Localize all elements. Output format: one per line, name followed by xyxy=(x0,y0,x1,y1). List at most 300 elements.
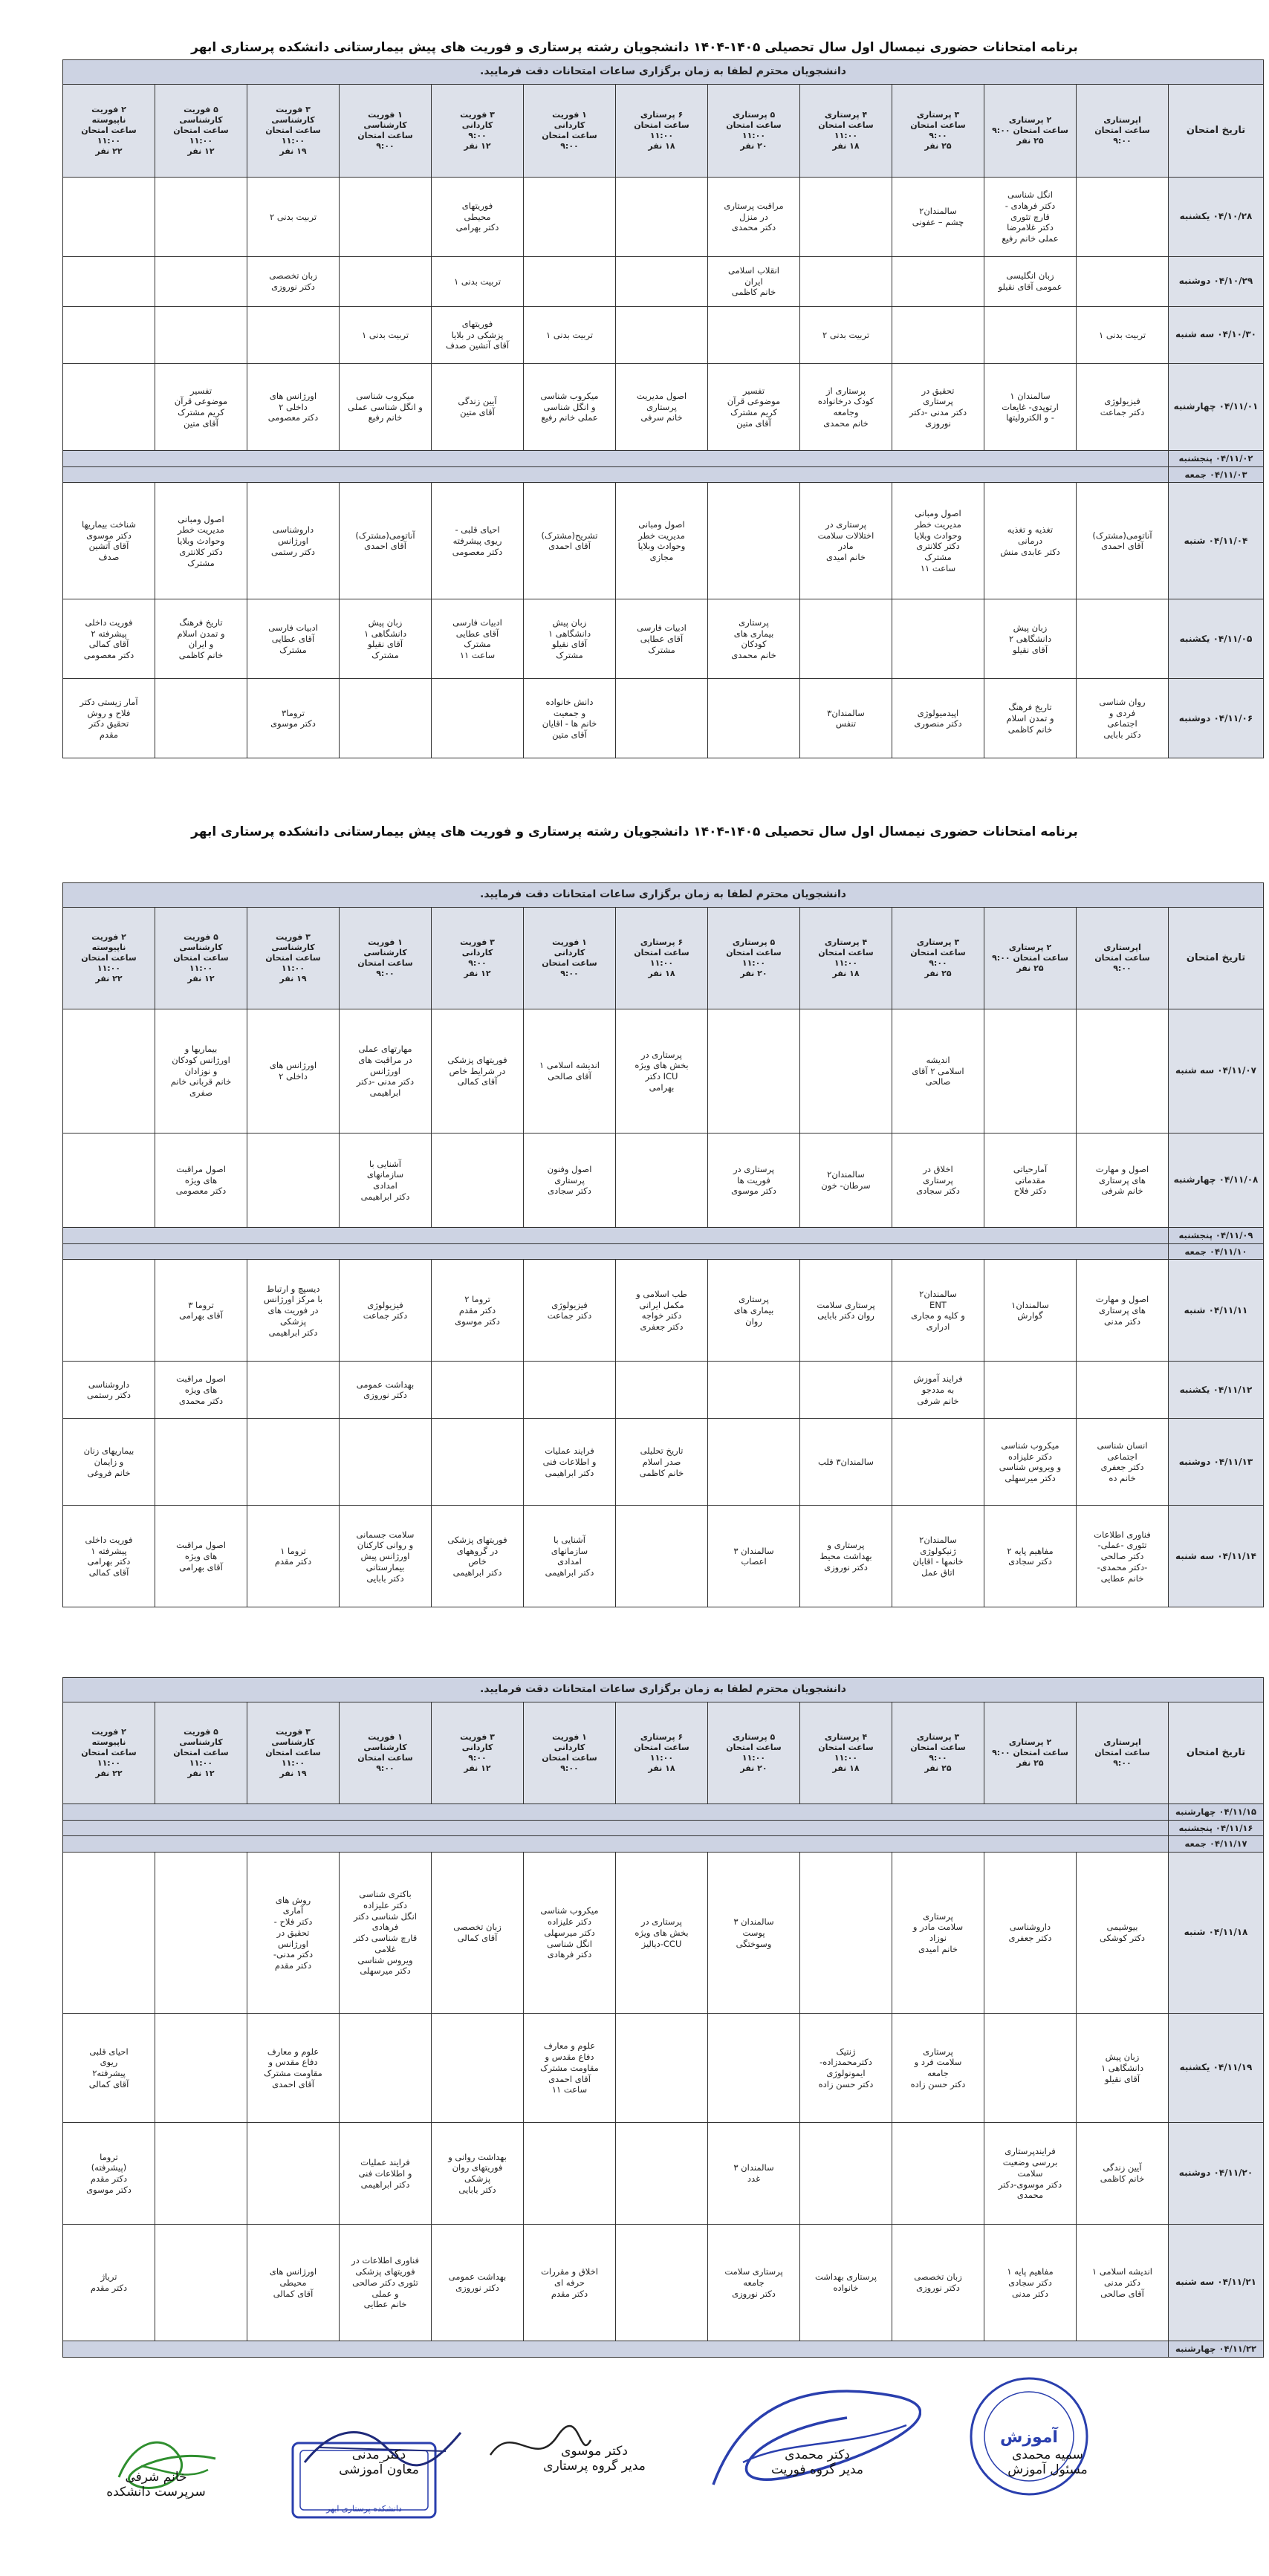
exam-cell xyxy=(984,1362,1077,1419)
cohort-header-line: کارشناسی xyxy=(271,942,315,952)
exam-cell xyxy=(340,257,432,307)
exam-cell: تفسیر موضوعی قرآن کریم مشترک آقای متین xyxy=(708,364,800,451)
cohort-header-line: ساعت امتحان xyxy=(81,952,137,963)
exam-cell: پرستاری در اختلالات سلامت مادر خانم امیدی xyxy=(800,483,892,599)
exam-cell: دانش خانواده و جمعیت خانم ها - اقایان آقای متین xyxy=(524,679,616,758)
cohort-header-line: ۵ فوریت xyxy=(184,104,218,114)
cohort-header-line: ساعت امتحان xyxy=(357,958,413,968)
cohort-header-line: ۱۲ نفر xyxy=(187,1769,215,1779)
exam-cell: میکروب شناسی دکتر علیزاده و ویروس شناسی دکتر میرسهلی xyxy=(984,1419,1077,1506)
exam-cell: بهداشت عمومی دکتر نوروزی xyxy=(432,2225,524,2341)
exam-cell xyxy=(1077,1009,1169,1133)
cohort-column-header xyxy=(155,1702,247,1804)
exam-cell xyxy=(432,679,524,758)
cohort-header-line: ۱۱:۰۰ xyxy=(741,131,766,140)
cohort-header-line: ۹:۰۰ xyxy=(560,1763,579,1774)
cohort-header-line: ۱۱:۰۰ xyxy=(189,136,213,146)
cohort-header-line: ۱۸ نفر xyxy=(832,1763,860,1774)
cohort-header-line: ۴ پرستاری xyxy=(824,937,868,947)
exam-cell: آشنایی با سازمانهای امدادی دکتر ابراهیمی xyxy=(340,1133,432,1228)
exam-cell: آیین زندگی آقای متین xyxy=(432,364,524,451)
exam-cell xyxy=(524,257,616,307)
cohort-header-line: ۲۰ نفر xyxy=(740,141,767,152)
exam-cell xyxy=(63,364,155,451)
exam-cell xyxy=(247,1133,340,1228)
exam-cell: میکروب شناسی و انگل شناسی عملی خانم رفیع xyxy=(340,364,432,451)
cohort-header-line: کاردانی xyxy=(461,947,493,957)
exam-cell xyxy=(432,1362,524,1419)
exam-cell xyxy=(800,1853,892,2014)
exam-cell: سالمندان ۳ غدد xyxy=(708,2123,800,2225)
cohort-column-header xyxy=(340,85,432,178)
cohort-header-line: ۱۱:۰۰ xyxy=(97,963,121,974)
cohort-header-line: ساعت امتحان xyxy=(1094,125,1150,135)
schedule-row xyxy=(63,1228,1264,1244)
cohort-column-header xyxy=(247,908,340,1009)
signature-dean: خانم شرفی سرپرست دانشکده xyxy=(106,2470,206,2499)
page-title-2: برنامه امتحانات حضوری نیمسال اول سال تحصیلی ۱۴۰۵-۱۴۰۴ دانشجویان رشته پرستاری و فوریت های پیش بیمارستانی دانشکده پرستاری ابهر xyxy=(191,824,1078,839)
cohort-column-header xyxy=(800,1702,892,1804)
cohort-header-line: ۴ پرستاری xyxy=(824,109,868,120)
exam-cell: پرستاری سلامت جامعه دکتر نوروزی xyxy=(708,2225,800,2341)
exam-cell xyxy=(708,2014,800,2123)
cohort-header-line: ۱ فوریت xyxy=(368,1731,403,1742)
exam-cell: پرستاری سلامت مادر و نوزاد خانم امیدی xyxy=(892,1853,984,2014)
schedule-row xyxy=(63,2123,1264,2225)
cohort-header-line: ۵ پرستاری xyxy=(732,937,776,947)
exam-cell: زبان پیش دانشگاهی ۱ آقای نقیلو xyxy=(1077,2014,1169,2123)
exam-cell: فرایند آموزش به مددجو خانم شرفی xyxy=(892,1362,984,1419)
exam-cell: اورژانس های داخلی ۲ دکتر معصومی xyxy=(247,364,340,451)
exam-cell: سالمندان۱ گوارش xyxy=(984,1260,1077,1362)
exam-cell: فیزیولوژی دکتر جماعت xyxy=(1077,364,1169,451)
cohort-header-line: ساعت امتحان ۹:۰۰ xyxy=(992,125,1068,135)
exam-cell: پرستاری از کودک درخانواده وجامعه خانم محمدی xyxy=(800,364,892,451)
holiday-row-fill xyxy=(63,1804,1169,1821)
cohort-header-line: ۹:۰۰ xyxy=(1113,136,1132,146)
cohort-header-line: کارشناسی xyxy=(363,947,407,957)
schedule-row xyxy=(63,1853,1264,2014)
cohort-header-line: ساعت امتحان xyxy=(173,125,229,135)
cohort-header-line: ۱۸ نفر xyxy=(648,969,675,979)
exam-cell: سالمندان۲ سرطان- خون xyxy=(800,1133,892,1228)
schedule-row xyxy=(63,1362,1264,1419)
exam-cell: تروما ۳ آقای بهرامی xyxy=(155,1260,247,1362)
cohort-header-line: ۲۵ نفر xyxy=(924,141,952,152)
exam-cell xyxy=(340,679,432,758)
exam-cell xyxy=(616,1362,708,1419)
cohort-header-line: ۲۵ نفر xyxy=(1016,136,1044,146)
exam-date: ۰۴/۱۱/۰۱ چهارشنبه xyxy=(1169,364,1264,451)
schedule-row xyxy=(63,466,1264,483)
exam-cell xyxy=(247,1362,340,1419)
exam-cell: پرستاری در فوریت ها دکتر موسوی xyxy=(708,1133,800,1228)
exam-cell: آناتومی(مشترک) آقای احمدی xyxy=(340,483,432,599)
cohort-header-line: کاردانی xyxy=(461,120,493,130)
cohort-column-header xyxy=(1077,908,1169,1009)
cohort-header-line: ساعت امتحان xyxy=(634,120,689,130)
exam-cell: اندیشه اسلامی ۲ آقای صالحی xyxy=(892,1009,984,1133)
exam-cell: فرایند عملیات و اطلاعات فنی دکتر ابراهیمی xyxy=(340,2123,432,2225)
cohort-header-line: ۵ پرستاری xyxy=(732,1731,776,1742)
schedule-row xyxy=(63,364,1264,451)
cohort-column-header xyxy=(708,908,800,1009)
cohort-header-line: ۱۲ نفر xyxy=(187,974,215,984)
cohort-header-line: ۹:۰۰ xyxy=(929,958,947,968)
exam-cell: سالمندان۲ ژنیکولوژی خانمها - اقایان اتاق عمل xyxy=(892,1506,984,1607)
exam-cell: انقلاب اسلامی ایران خانم کاظمی xyxy=(708,257,800,307)
exam-date: ۰۴/۱۱/۱۳ دوشنبه xyxy=(1169,1419,1264,1506)
cohort-column-header xyxy=(892,908,984,1009)
cohort-header-line: کارشناسی xyxy=(179,1737,223,1747)
exam-cell xyxy=(63,1853,155,2014)
cohort-header-line: ۵ فوریت xyxy=(184,1726,218,1737)
cohort-header-line: ۳ پرستاری xyxy=(916,1731,960,1742)
exam-cell: زبان پیش دانشگاهی ۱ آقای نقیلو مشترک xyxy=(340,599,432,679)
exam-cell: فناوری اطلاعات تئوری -عملی- دکتر صالحی -دکتر محمدی- خانم عطایی xyxy=(1077,1506,1169,1607)
cohort-header-line: ساعت امتحان xyxy=(1094,952,1150,963)
exam-cell xyxy=(155,2123,247,2225)
cohort-header-line: ۲۰ نفر xyxy=(740,1763,767,1774)
exam-cell: تاریخ تحلیلی صدر اسلام خانم کاظمی xyxy=(616,1419,708,1506)
exam-cell: مفاهیم پایه ۲ دکتر سجادی xyxy=(984,1506,1077,1607)
exam-cell xyxy=(800,1009,892,1133)
exam-cell: انسان شناسی اجتماعی دکتر جعفری خانم ده xyxy=(1077,1419,1169,1506)
exam-cell xyxy=(800,599,892,679)
exam-cell: تربیت بدنی ۱ xyxy=(1077,307,1169,364)
cohort-header-line: ۲۵ نفر xyxy=(1016,1758,1044,1769)
exam-cell: سالمندان ۱ ارتوپدی- غایعات - و الکترولیتها xyxy=(984,364,1077,451)
cohort-column-header xyxy=(63,908,155,1009)
exam-cell xyxy=(708,483,800,599)
cohort-column-header xyxy=(616,1702,708,1804)
exam-cell: اصول ومبانی مدیریت خطر وحوادث وبلایا دکتر کلانتری مشترک ساعت ۱۱ xyxy=(892,483,984,599)
exam-cell: سالمندان۲ ENT و کلیه و مجاری ادراری xyxy=(892,1260,984,1362)
cohort-header-line: کاردانی xyxy=(554,947,585,957)
cohort-header-line: ۴ پرستاری xyxy=(824,1731,868,1742)
exam-cell xyxy=(524,178,616,257)
cohort-column-header xyxy=(432,908,524,1009)
exam-cell: اصول مراقبت های ویژه آقای بهرامی xyxy=(155,1506,247,1607)
signature-scribble-emergency xyxy=(698,2373,921,2499)
exam-cell: پرستاری سلامت روان دکتر بابایی xyxy=(800,1260,892,1362)
cohort-column-header xyxy=(155,85,247,178)
exam-cell: بهداشت عمومی دکتر نوروزی xyxy=(340,1362,432,1419)
exam-cell: فرایندپرستاری بررسی وضعیت سلامت دکتر موسوی-دکتر محمدی xyxy=(984,2123,1077,2225)
cohort-header-line: ۹:۰۰ xyxy=(1113,963,1132,974)
schedule-row xyxy=(63,307,1264,364)
exam-cell xyxy=(155,178,247,257)
cohort-header-line: کارشناسی xyxy=(179,942,223,952)
cohort-header-line: ناپیوسته xyxy=(91,114,126,125)
exam-date: ۰۴/۱۱/۱۸ شنبه xyxy=(1169,1853,1264,2014)
exam-cell xyxy=(892,257,984,307)
cohort-header-line: ناپیوسته xyxy=(91,1737,126,1747)
exam-cell: بیوشیمی دکتر کوشکی xyxy=(1077,1853,1169,2014)
cohort-header-line: ۱۱:۰۰ xyxy=(649,131,674,140)
cohort-column-header xyxy=(1077,85,1169,178)
exam-cell: تریاژ دکتر مقدم xyxy=(63,2225,155,2341)
exam-cell: سالمندان ۳ پوست وسوختگی xyxy=(708,1853,800,2014)
stamp-text: دانشکده پرستاری ابهر xyxy=(326,2504,402,2514)
exam-cell: زبان انگلیسی عمومی آقای نقیلو xyxy=(984,257,1077,307)
exam-cell: فوریتهای پزشکی در شرایط خاص آقای کمالی xyxy=(432,1009,524,1133)
exam-cell xyxy=(340,178,432,257)
schedule-row xyxy=(63,178,1264,257)
cohort-header-line: ۱۱:۰۰ xyxy=(649,1753,674,1763)
exam-cell: علوم و معارف دفاع مقدس و مقاومت مشترک آقای احمدی ساعت ۱۱ xyxy=(524,2014,616,2123)
exam-cell xyxy=(155,307,247,364)
exam-cell: اندیشه اسلامی ۱ آقای صالحی xyxy=(524,1009,616,1133)
cohort-header-line: ۱۹ نفر xyxy=(279,974,307,984)
schedule-row xyxy=(63,1506,1264,1607)
exam-cell: زبان تخصصی آقای کمالی xyxy=(432,1853,524,2014)
exam-cell xyxy=(63,307,155,364)
exam-cell: مراقبت پرستاری در منزل دکتر محمدی xyxy=(708,178,800,257)
exam-date: ۰۴/۱۱/۰۵ یکشنبه xyxy=(1169,599,1264,679)
cohort-header-line: ۱ فوریت xyxy=(552,109,587,120)
exam-date: ۰۴/۱۰/۲۸ یکشنبه xyxy=(1169,178,1264,257)
exam-cell: بهداشت روانی و فوریتهای روان پزشکی دکتر بابایی xyxy=(432,2123,524,2225)
schedule-table-1 xyxy=(62,59,1264,758)
cohort-header-line: ۹:۰۰ xyxy=(929,1753,947,1763)
exam-cell xyxy=(800,257,892,307)
cohort-header-line: ۱۱:۰۰ xyxy=(281,136,305,146)
schedule-banner: دانشجویان محترم لطفا به زمان برگزاری ساعات امتحانات دقت فرمایید. xyxy=(63,1678,1264,1702)
cohort-column-header xyxy=(432,1702,524,1804)
schedule-row xyxy=(63,2225,1264,2341)
exam-cell xyxy=(800,2123,892,2225)
exam-cell: تفسیر موضوعی قرآن کریم مشترک آقای متین xyxy=(155,364,247,451)
cohort-header-line: ۱۱:۰۰ xyxy=(834,131,858,140)
exam-cell: احیای قلبی - ریوی پیشرفته دکتر معصومی xyxy=(432,483,524,599)
cohort-header-line: ۱۲ نفر xyxy=(464,969,491,979)
cohort-column-header xyxy=(708,1702,800,1804)
holiday-row-fill xyxy=(63,466,1169,483)
cohort-header-line: ۹:۰۰ xyxy=(560,969,579,979)
schedule-table-2 xyxy=(62,882,1264,1607)
exam-date: ۰۴/۱۱/۱۲ یکشنبه xyxy=(1169,1362,1264,1419)
date-column-header: تاریخ امتحان xyxy=(1169,85,1264,178)
cohort-header-line: ساعت امتحان ۹:۰۰ xyxy=(992,1747,1068,1757)
holiday-row-fill xyxy=(63,451,1169,467)
exam-cell: تروما۳ دکتر موسوی xyxy=(247,679,340,758)
cohort-header-line: کارشناسی xyxy=(271,114,315,125)
cohort-header-line: ۳ پرستاری xyxy=(916,937,960,947)
cohort-column-header xyxy=(155,908,247,1009)
cohort-header-line: ۲۵ نفر xyxy=(924,1763,952,1774)
exam-cell: میکروب شناسی و انگل شناسی عملی خانم رفیع xyxy=(524,364,616,451)
exam-cell: فناوری اطلاعات در فوریتهای پزشکی تئوری دکتر صالحی و عملی خانم عطایی xyxy=(340,2225,432,2341)
cohort-column-header xyxy=(63,85,155,178)
exam-cell: مفاهیم پایه ۱ دکتر سجادی دکتر مدنی xyxy=(984,2225,1077,2341)
cohort-header-line: ۱۱:۰۰ xyxy=(97,136,121,146)
cohort-header-line: ۱۱:۰۰ xyxy=(281,963,305,974)
exam-cell: روان شناسی فردی و اجتماعی دکتر بابایی xyxy=(1077,679,1169,758)
exam-cell xyxy=(1077,178,1169,257)
schedule-table-3 xyxy=(62,1677,1264,2358)
exam-cell xyxy=(892,2123,984,2225)
schedule-banner: دانشجویان محترم لطفا به زمان برگزاری ساعات امتحانات دقت فرمایید. xyxy=(63,883,1264,908)
exam-date: ۰۴/۱۱/۰۸ چهارشنبه xyxy=(1169,1133,1264,1228)
cohort-header-line: ۲ فوریت xyxy=(91,931,126,942)
exam-cell xyxy=(340,1419,432,1506)
exam-cell xyxy=(524,2123,616,2225)
cohort-header-line: ۲۵ نفر xyxy=(1016,963,1044,974)
exam-cell xyxy=(63,178,155,257)
exam-cell xyxy=(63,257,155,307)
exam-cell xyxy=(984,1009,1077,1133)
exam-cell: تربیت بدنی ۱ xyxy=(432,257,524,307)
exam-cell: انگل شناسی دکتر فرهادی - قارچ تئوری دکتر غلامرضا عملی خانم رفیع xyxy=(984,178,1077,257)
cohort-header-line: ۲ فوریت xyxy=(91,1726,126,1737)
cohort-header-line: ناپیوسته xyxy=(91,942,126,952)
exam-cell xyxy=(708,1009,800,1133)
cohort-column-header xyxy=(616,908,708,1009)
exam-date: ۰۴/۱۰/۳۰ سه شنبه xyxy=(1169,307,1264,364)
cohort-header-line: ۱۱:۰۰ xyxy=(649,958,674,968)
exam-cell: آناتومی(مشترک) آقای احمدی xyxy=(1077,483,1169,599)
exam-cell: زبان پیش دانشگاهی ۱ آقای نقیلو مشترک xyxy=(524,599,616,679)
cohort-header-line: ۳ فوریت xyxy=(276,104,311,114)
cohort-header-line: ۱۸ نفر xyxy=(648,141,675,152)
exam-cell: تاریخ فرهنگ و تمدن اسلام خانم کاظمی xyxy=(984,679,1077,758)
exam-cell: اصول و مهارت های پرستاری خانم شرفی xyxy=(1077,1133,1169,1228)
cohort-header-line: ساعت امتحان xyxy=(265,1747,321,1757)
cohort-header-line: ۵ پرستاری xyxy=(732,109,776,120)
exam-cell: فیزیولوژی دکتر جماعت xyxy=(340,1260,432,1362)
exam-cell: بیماریهای زنان و زایمان خانم فروغی xyxy=(63,1419,155,1506)
exam-cell: داروشناسی دکتر رستمی xyxy=(63,1362,155,1419)
exam-cell: فوریت داخلی پیشرفته ۲ آقای کمالی دکتر معصومی xyxy=(63,599,155,679)
exam-cell xyxy=(155,2014,247,2123)
exam-cell xyxy=(63,1009,155,1133)
cohort-header-line: ۳ فوریت xyxy=(276,931,311,942)
cohort-header-line: ۹:۰۰ xyxy=(468,1753,487,1763)
signature-emergency-head: دکتر محمدی مدیر گروه فوریت xyxy=(770,2447,864,2477)
signature-deputy: دکتر مدنی معاون آموزشی xyxy=(339,2447,419,2477)
exam-cell: تروما (پیشرفته) دکتر مقدم دکتر موسوی xyxy=(63,2123,155,2225)
exam-cell: اصول ومبانی مدیریت خطر وحوادث وبلایا مجازی xyxy=(616,483,708,599)
schedule-row xyxy=(63,1243,1264,1260)
exam-date: ۰۴/۱۱/۰۹ پنجشنبه xyxy=(1169,1228,1264,1244)
exam-cell xyxy=(708,1419,800,1506)
cohort-header-line: ۶ پرستاری xyxy=(640,1731,684,1742)
cohort-header-line: ۱۱:۰۰ xyxy=(741,958,766,968)
cohort-header-line: ۲ پرستاری xyxy=(1008,114,1052,125)
exam-cell xyxy=(247,2123,340,2225)
cohort-header-line: ۱۱:۰۰ xyxy=(834,1753,858,1763)
exam-date: ۰۴/۱۱/۱۱ شنبه xyxy=(1169,1260,1264,1362)
exam-cell xyxy=(616,178,708,257)
exam-cell xyxy=(984,307,1077,364)
schedule-row xyxy=(63,1419,1264,1506)
cohort-header-line: ۲۰ نفر xyxy=(740,969,767,979)
exam-cell: سالمندان۲ چشم – عفونی xyxy=(892,178,984,257)
cohort-header-line: ساعت امتحان xyxy=(634,947,689,957)
schedule-row xyxy=(63,1133,1264,1228)
cohort-column-header xyxy=(432,85,524,178)
exam-cell: آیین زندگی خانم کاظمی xyxy=(1077,2123,1169,2225)
exam-cell xyxy=(340,2014,432,2123)
cohort-column-header xyxy=(800,908,892,1009)
exam-date: ۰۴/۱۱/۱۵ چهارشنبه xyxy=(1169,1804,1264,1821)
exam-cell xyxy=(63,1260,155,1362)
exam-cell: آمار زیستی دکتر فلاح و روش تحقیق دکتر مقدم xyxy=(63,679,155,758)
cohort-header-line: ۱۱:۰۰ xyxy=(834,958,858,968)
exam-date: ۰۴/۱۱/۰۳ جمعه xyxy=(1169,466,1264,483)
exam-cell: اصول وفنون پرستاری دکتر سجادی xyxy=(524,1133,616,1228)
cohort-header-line: ۳ فوریت xyxy=(460,1731,495,1742)
exam-date: ۰۴/۱۱/۲۰ دوشنبه xyxy=(1169,2123,1264,2225)
exam-cell: باکتری شناسی دکتر علیزاده انگل شناسی دکتر فرهادی قارچ شناسی دکتر غلامی ویروس شناسی دکتر میرسهلی xyxy=(340,1853,432,2014)
exam-date: ۰۴/۱۱/۰۲ پنجشنبه xyxy=(1169,451,1264,467)
exam-cell xyxy=(708,1362,800,1419)
cohort-header-line: ۱۲ نفر xyxy=(464,141,491,152)
date-column-header: تاریخ امتحان xyxy=(1169,1702,1264,1804)
exam-cell: تحقیق در پرستاری دکتر مدنی -دکتر نوروزی xyxy=(892,364,984,451)
exam-cell: فوریتهای پزشکی در بلایا آقای آتشین صدف xyxy=(432,307,524,364)
exam-cell xyxy=(708,679,800,758)
schedule-row xyxy=(63,1009,1264,1133)
cohort-header-line: کاردانی xyxy=(554,120,585,130)
cohort-header-line: ساعت امتحان xyxy=(818,1742,874,1752)
cohort-column-header xyxy=(616,85,708,178)
cohort-header-line: ساعت امتحان xyxy=(818,947,874,957)
cohort-column-header xyxy=(247,85,340,178)
exam-cell xyxy=(708,307,800,364)
holiday-row-fill xyxy=(63,2341,1169,2358)
cohort-header-line: ساعت امتحان xyxy=(910,947,966,957)
cohort-column-header xyxy=(340,908,432,1009)
cohort-header-line: ۹:۰۰ xyxy=(468,958,487,968)
cohort-header-line: ۲ پرستاری xyxy=(1008,942,1052,952)
cohort-column-header xyxy=(247,1702,340,1804)
cohort-header-line: ۱ فوریت xyxy=(368,937,403,947)
exam-cell: پرستاری بیماری های روان xyxy=(708,1260,800,1362)
schedule-row xyxy=(63,1804,1264,1821)
exam-cell xyxy=(432,1133,524,1228)
cohort-header-line: ۲ فوریت xyxy=(91,104,126,114)
exam-date: ۰۴/۱۱/۱۴ سه شنبه xyxy=(1169,1506,1264,1607)
cohort-header-line: ساعت امتحان xyxy=(173,1747,229,1757)
cohort-header-line: ۹:۰۰ xyxy=(560,141,579,152)
cohort-header-line: ساعت امتحان xyxy=(910,120,966,130)
signature-nursing-head: دکتر موسوی مدیر گروه پرستاری xyxy=(543,2444,646,2473)
schedule-banner: دانشجویان محترم لطفا به زمان برگزاری ساعات امتحانات دقت فرمایید. xyxy=(63,60,1264,85)
exam-cell: پرستاری بیماری های کودکان خانم محمدی xyxy=(708,599,800,679)
education-seal xyxy=(966,2373,1092,2499)
exam-cell: اورژانس های داخلی ۲ xyxy=(247,1009,340,1133)
cohort-header-line: ۲۵ نفر xyxy=(924,969,952,979)
cohort-header-line: ۳ فوریت xyxy=(460,109,495,120)
cohort-header-line: ۹:۰۰ xyxy=(1113,1758,1132,1769)
exam-cell xyxy=(616,2123,708,2225)
cohort-column-header xyxy=(984,908,1077,1009)
cohort-header-line: اپرستاری xyxy=(1103,114,1141,125)
cohort-header-line: کاردانی xyxy=(554,1742,585,1752)
cohort-header-line: ۱۱:۰۰ xyxy=(189,963,213,974)
exam-cell: تاریخ فرهنگ و تمدن اسلام و ایران خانم کاظمی xyxy=(155,599,247,679)
exam-cell xyxy=(800,1362,892,1419)
exam-cell xyxy=(1077,257,1169,307)
cohort-header-line: ۱۱:۰۰ xyxy=(97,1758,121,1769)
schedule-row xyxy=(63,1820,1264,1836)
exam-cell: اندیشه اسلامی ۱ دکتر مدنی آقای صالحی xyxy=(1077,2225,1169,2341)
exam-cell: زبان تخصصی دکتر نوروزی xyxy=(247,257,340,307)
cohort-column-header xyxy=(340,1702,432,1804)
holiday-row-fill xyxy=(63,1820,1169,1836)
